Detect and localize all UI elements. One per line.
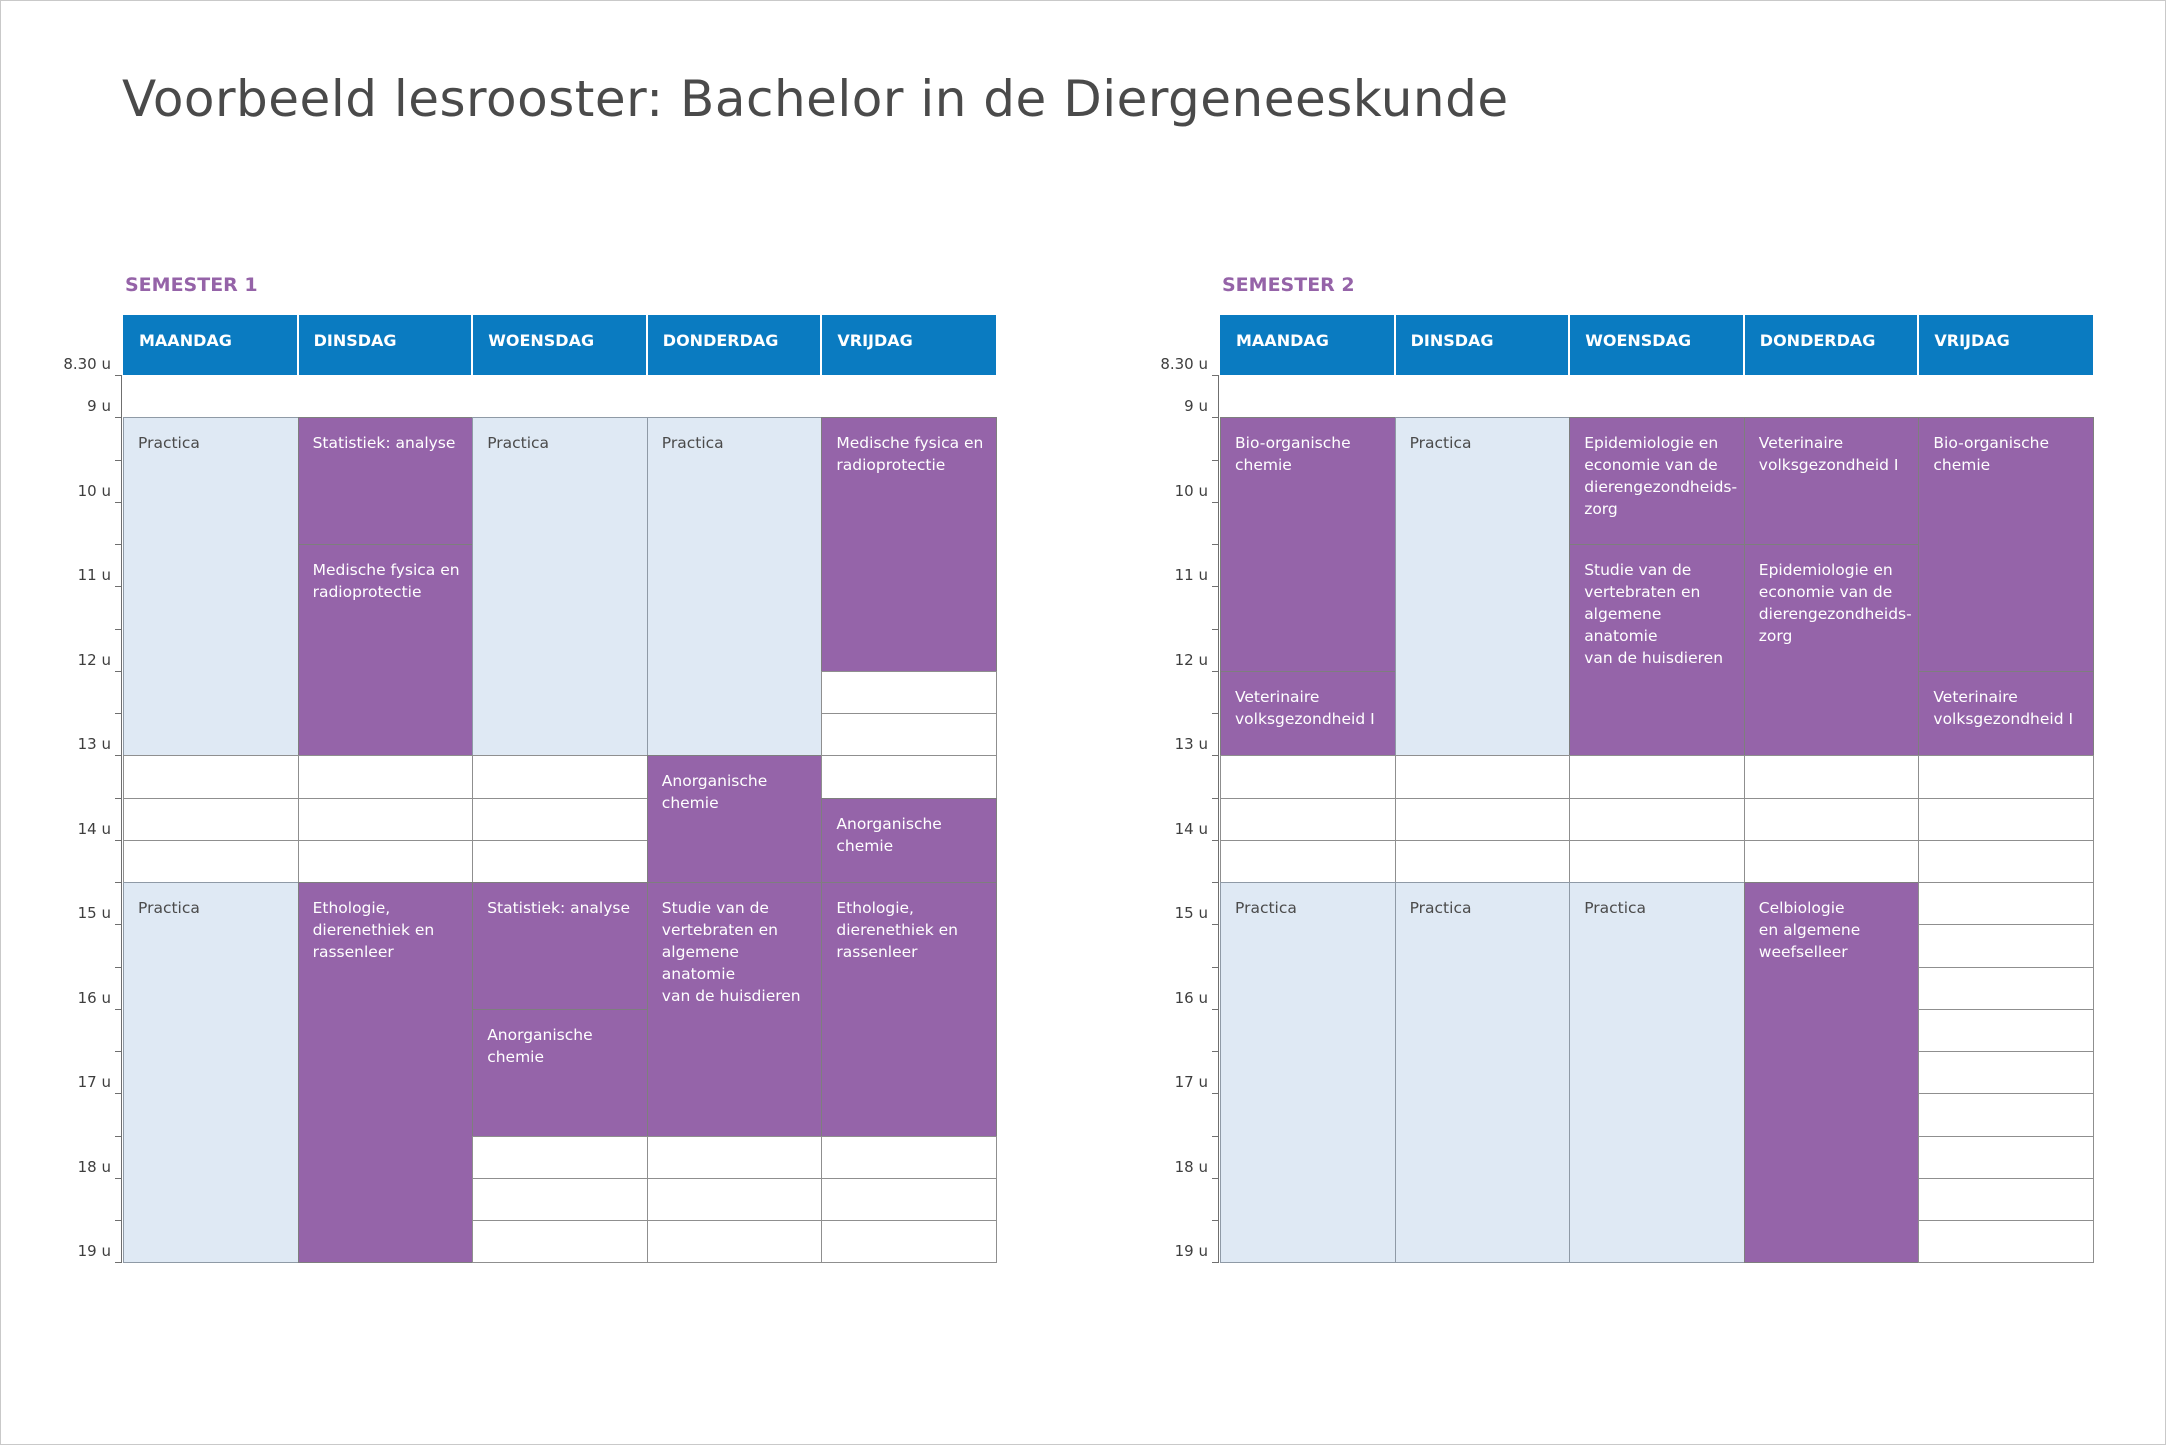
- time-label: 8.30 u: [1160, 355, 1208, 373]
- time-tick: [1212, 1093, 1219, 1094]
- time-axis: [1218, 375, 1219, 1262]
- block-label: Veterinaire volksgezondheid I: [1235, 687, 1375, 728]
- empty-slot: [1395, 755, 1571, 798]
- time-label: 10 u: [77, 481, 111, 500]
- time-tick: [1212, 1220, 1219, 1221]
- empty-slot: [1744, 798, 1920, 841]
- block-label: Statistiek: analyse: [312, 434, 456, 453]
- course-block: [1220, 671, 1396, 757]
- empty-slot: [1569, 840, 1745, 883]
- block-label: Bio-organische chemie: [1235, 434, 1351, 475]
- practica-block: [1395, 417, 1571, 756]
- time-label: 9 u: [1184, 397, 1208, 416]
- course-block: [1569, 544, 1745, 756]
- time-tick: [1212, 544, 1219, 545]
- time-tick: [1212, 375, 1219, 376]
- block-label: Anorganische chemie: [836, 814, 942, 855]
- empty-slot: [1918, 840, 2094, 883]
- time-tick: [1212, 1136, 1219, 1137]
- course-block: [1744, 417, 1920, 545]
- empty-slot: [1918, 882, 2094, 925]
- time-label: 18 u: [1174, 1157, 1208, 1176]
- block-label: Practica: [487, 434, 550, 453]
- time-tick: [1212, 502, 1219, 503]
- day-header-woensdag: WOENSDAG: [1569, 315, 1744, 375]
- block-label: Practica: [138, 434, 200, 453]
- empty-slot: [1569, 755, 1745, 798]
- time-label: 11 u: [1174, 566, 1208, 585]
- block-label: Veterinaire volksgezondheid I: [1758, 434, 1899, 475]
- empty-slot: [1918, 1051, 2094, 1094]
- time-tick: [1212, 840, 1219, 841]
- course-block: [1569, 417, 1745, 545]
- empty-slot: [1918, 967, 2094, 1010]
- time-label: 10 u: [1174, 481, 1208, 500]
- header-divider: [1743, 315, 1745, 375]
- time-label: 12 u: [77, 650, 111, 669]
- time-tick: [1212, 882, 1219, 883]
- semester-2-label: SEMESTER 2: [1222, 274, 1355, 296]
- time-tick: [1212, 755, 1219, 756]
- day-header-vrijdag: VRIJDAG: [1918, 315, 2093, 375]
- empty-slot: [1918, 1220, 2094, 1263]
- day-header-maandag: MAANDAG: [123, 315, 298, 375]
- day-header-woensdag: WOENSDAG: [472, 315, 647, 375]
- block-label: Medische fysica en radioprotectie: [836, 434, 984, 475]
- block-label: Practica: [1584, 899, 1647, 917]
- course-block: [1220, 417, 1396, 672]
- empty-slot: [1918, 1009, 2094, 1052]
- block-label: Studie van de vertebraten en algemene anatomie van de huisdieren: [1584, 561, 1724, 667]
- practica-block: [1220, 882, 1396, 1263]
- header-divider: [1394, 315, 1396, 375]
- course-block: [1744, 544, 1920, 756]
- time-label: 14 u: [1174, 819, 1208, 838]
- day-header-dinsdag: DINSDAG: [1395, 315, 1570, 375]
- block-label: Veterinaire volksgezondheid I: [1933, 687, 2074, 728]
- page-title: Voorbeeld lesrooster: Bachelor in de Diergeneeskunde: [122, 70, 1509, 128]
- time-label: 14 u: [77, 819, 111, 838]
- time-tick: [1212, 1009, 1219, 1010]
- course-block: [1744, 882, 1920, 1263]
- empty-slot: [1918, 1136, 2094, 1179]
- block-label: Practica: [138, 899, 200, 917]
- empty-slot: [1918, 798, 2094, 841]
- practica-block: [1569, 882, 1745, 1263]
- empty-slot: [1918, 1178, 2094, 1221]
- time-tick: [1212, 798, 1219, 799]
- empty-slot: [1395, 798, 1571, 841]
- time-label: 8.30 u: [63, 355, 111, 373]
- empty-slot: [1395, 840, 1571, 883]
- time-label: 13 u: [1174, 735, 1208, 754]
- time-label: 19 u: [1174, 1242, 1208, 1261]
- day-header-donderdag: DONDERDAG: [647, 315, 822, 375]
- block-label: Bio-organische chemie: [1933, 434, 2049, 475]
- empty-slot: [1220, 840, 1396, 883]
- day-header-donderdag: DONDERDAG: [1744, 315, 1919, 375]
- time-label: 15 u: [77, 904, 111, 923]
- time-label: 16 u: [77, 988, 111, 1007]
- time-tick: [1212, 586, 1219, 587]
- time-tick: [1212, 1051, 1219, 1052]
- time-tick: [1212, 1178, 1219, 1179]
- time-tick: [1212, 967, 1219, 968]
- block-label: Practica: [1409, 899, 1472, 917]
- block-label: Practica: [661, 434, 724, 453]
- time-label: 18 u: [77, 1157, 111, 1176]
- course-block: [1918, 671, 2094, 757]
- block-label: Statistiek: analyse: [487, 899, 631, 917]
- day-header-dinsdag: DINSDAG: [298, 315, 473, 375]
- time-tick: [1212, 924, 1219, 925]
- empty-slot: [1918, 924, 2094, 967]
- block-label: Anorganische chemie: [487, 1025, 593, 1066]
- empty-slot: [1744, 755, 1920, 798]
- empty-slot: [1918, 1093, 2094, 1136]
- time-tick: [1212, 460, 1219, 461]
- time-label: 13 u: [77, 735, 111, 754]
- semester-1-label: SEMESTER 1: [125, 274, 258, 296]
- time-label: 11 u: [77, 566, 111, 585]
- time-label: 15 u: [1174, 904, 1208, 923]
- block-label: Anorganische chemie: [661, 772, 768, 813]
- empty-slot: [1220, 755, 1396, 798]
- course-block: [1918, 417, 2094, 672]
- block-label: Practica: [1235, 899, 1297, 917]
- header-divider: [1568, 315, 1570, 375]
- time-tick: [1212, 713, 1219, 714]
- block-label: Ethologie, dierenethiek en rassenleer: [836, 899, 959, 961]
- time-tick: [1212, 1262, 1219, 1263]
- header-divider: [1917, 315, 1919, 375]
- time-tick: [1212, 671, 1219, 672]
- time-label: 16 u: [1174, 988, 1208, 1007]
- practica-block: [1395, 882, 1571, 1263]
- empty-slot: [1918, 755, 2094, 798]
- time-tick: [1212, 417, 1219, 418]
- time-label: 17 u: [77, 1073, 111, 1092]
- empty-slot: [1220, 798, 1396, 841]
- block-label: Practica: [1409, 434, 1472, 453]
- day-header-maandag: MAANDAG: [1220, 315, 1395, 375]
- block-label: Studie van de vertebraten en algemene anatomie van de huisdieren: [661, 899, 801, 1005]
- empty-slot: [1569, 798, 1745, 841]
- empty-slot: [1744, 840, 1920, 883]
- block-label: Medische fysica en radioprotectie: [312, 561, 460, 601]
- day-header-vrijdag: VRIJDAG: [821, 315, 996, 375]
- time-label: 17 u: [1174, 1073, 1208, 1092]
- time-label: 19 u: [77, 1242, 111, 1261]
- time-label: 12 u: [1174, 650, 1208, 669]
- block-label: Ethologie, dierenethiek en rassenleer: [312, 899, 435, 961]
- time-label: 9 u: [87, 397, 111, 416]
- block-label: Celbiologie en algemene weefselleer: [1758, 899, 1861, 961]
- time-tick: [1212, 629, 1219, 630]
- block-label: Epidemiologie en economie van de dierengezondheids- zorg: [1758, 561, 1912, 645]
- block-label: Epidemiologie en economie van de dierengezondheids- zorg: [1584, 434, 1738, 519]
